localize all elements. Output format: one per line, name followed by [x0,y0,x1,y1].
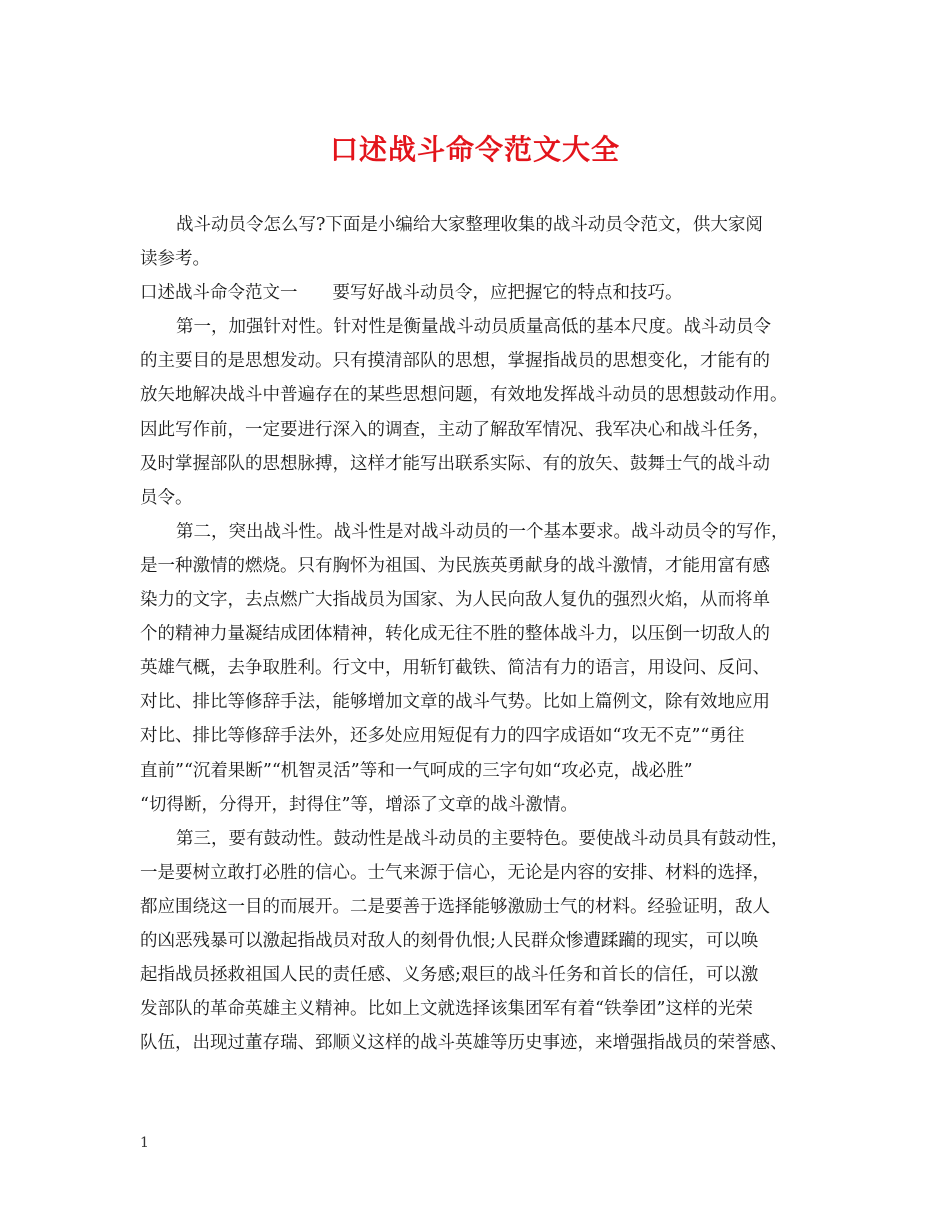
text-line: 员令。 [140,487,193,508]
text-line: 发部队的革命英雄主义精神。比如上文就选择该集团军有着“铁拳团”这样的光荣 [140,999,753,1020]
text-line: 对比、排比等修辞手法外，还多处应用短促有力的四字成语如“攻无不克”“勇往 [140,726,745,747]
document-body [140,208,820,1060]
text-line: 战斗动员令怎么写?下面是小编给大家整理收集的战斗动员令范文，供大家阅 [176,215,763,235]
text-line: 一是要树立敢打必胜的信心。士气来源于信心，无论是内容的安排、材料的选择， [140,862,770,883]
text-line: 都应围绕这一目的而展开。二是要善于选择能够激励士气的材料。经验证明，敌人 [140,896,770,917]
text-line: “切得断，分得开，封得住”等，增添了文章的战斗激情。 [140,794,578,815]
text-line: 英雄气概，去争取胜利。行文中，用斩钉截铁、简洁有力的语言，用设问、反问、 [140,658,770,679]
text-line: 是一种激情的燃烧。只有胸怀为祖国、为民族英勇献身的战斗激情，才能用富有感 [140,555,770,576]
page-number: 1 [140,1135,149,1151]
text-line: 因此写作前，一定要进行深入的调查，主动了解敌军情况、我军决心和战斗任务， [140,419,770,440]
text-line: 放矢地解决战斗中普遍存在的某些思想问题，有效地发挥战斗动员的思想鼓动作用。 [140,385,788,406]
text-line: 染力的文字，去点燃广大指战员为国家、为人民向敌人复仇的强烈火焰，从而将单 [140,590,770,611]
text-line: 的主要目的是思想发动。只有摸清部队的思想，掌握指战员的思想变化，才能有的 [140,351,770,372]
text-line: 第三，要有鼓动性。鼓动性是战斗动员的主要特色。要使战斗动员具有鼓动性， [176,828,789,849]
text-line: 起指战员拯救祖国人民的责任感、义务感;艰巨的战斗任务和首长的信任，可以激 [140,965,759,986]
text-line: 读参考。 [140,249,210,270]
text-line: 队伍，出现过董存瑞、郅顺义这样的战斗英雄等历史事迹，来增强指战员的荣誉感、 [140,1033,788,1054]
text-line: 个的精神力量凝结成团体精神，转化成无往不胜的整体战斗力，以压倒一切敌人的 [140,624,770,645]
text-line: 的凶恶残暴可以激起指战员对敌人的刻骨仇恨;人民群众惨遭蹂躏的现实，可以唤 [140,930,759,951]
text-line: 第一，加强针对性。针对性是衡量战斗动员质量高低的基本尺度。战斗动员令 [176,317,771,338]
text-line: 第二，突出战斗性。战斗性是对战斗动员的一个基本要求。战斗动员令的写作， [176,521,789,542]
text-line: 对比、排比等修辞手法，能够增加文章的战斗气势。比如上篇例文，除有效地应用 [140,692,770,713]
text-line: 及时掌握部队的思想脉搏，这样才能写出联系实际、有的放矢、鼓舞士气的战斗动 [140,453,770,474]
text-line: 直前”“沉着果断”“机智灵活”等和一气呵成的三字句如“攻必克，战必胜” [140,760,693,781]
text-line: 口述战斗命令范文一 要写好战斗动员令，应把握它的特点和技巧。 [140,283,683,304]
document-title: 口述战斗命令范文大全 [329,133,620,166]
